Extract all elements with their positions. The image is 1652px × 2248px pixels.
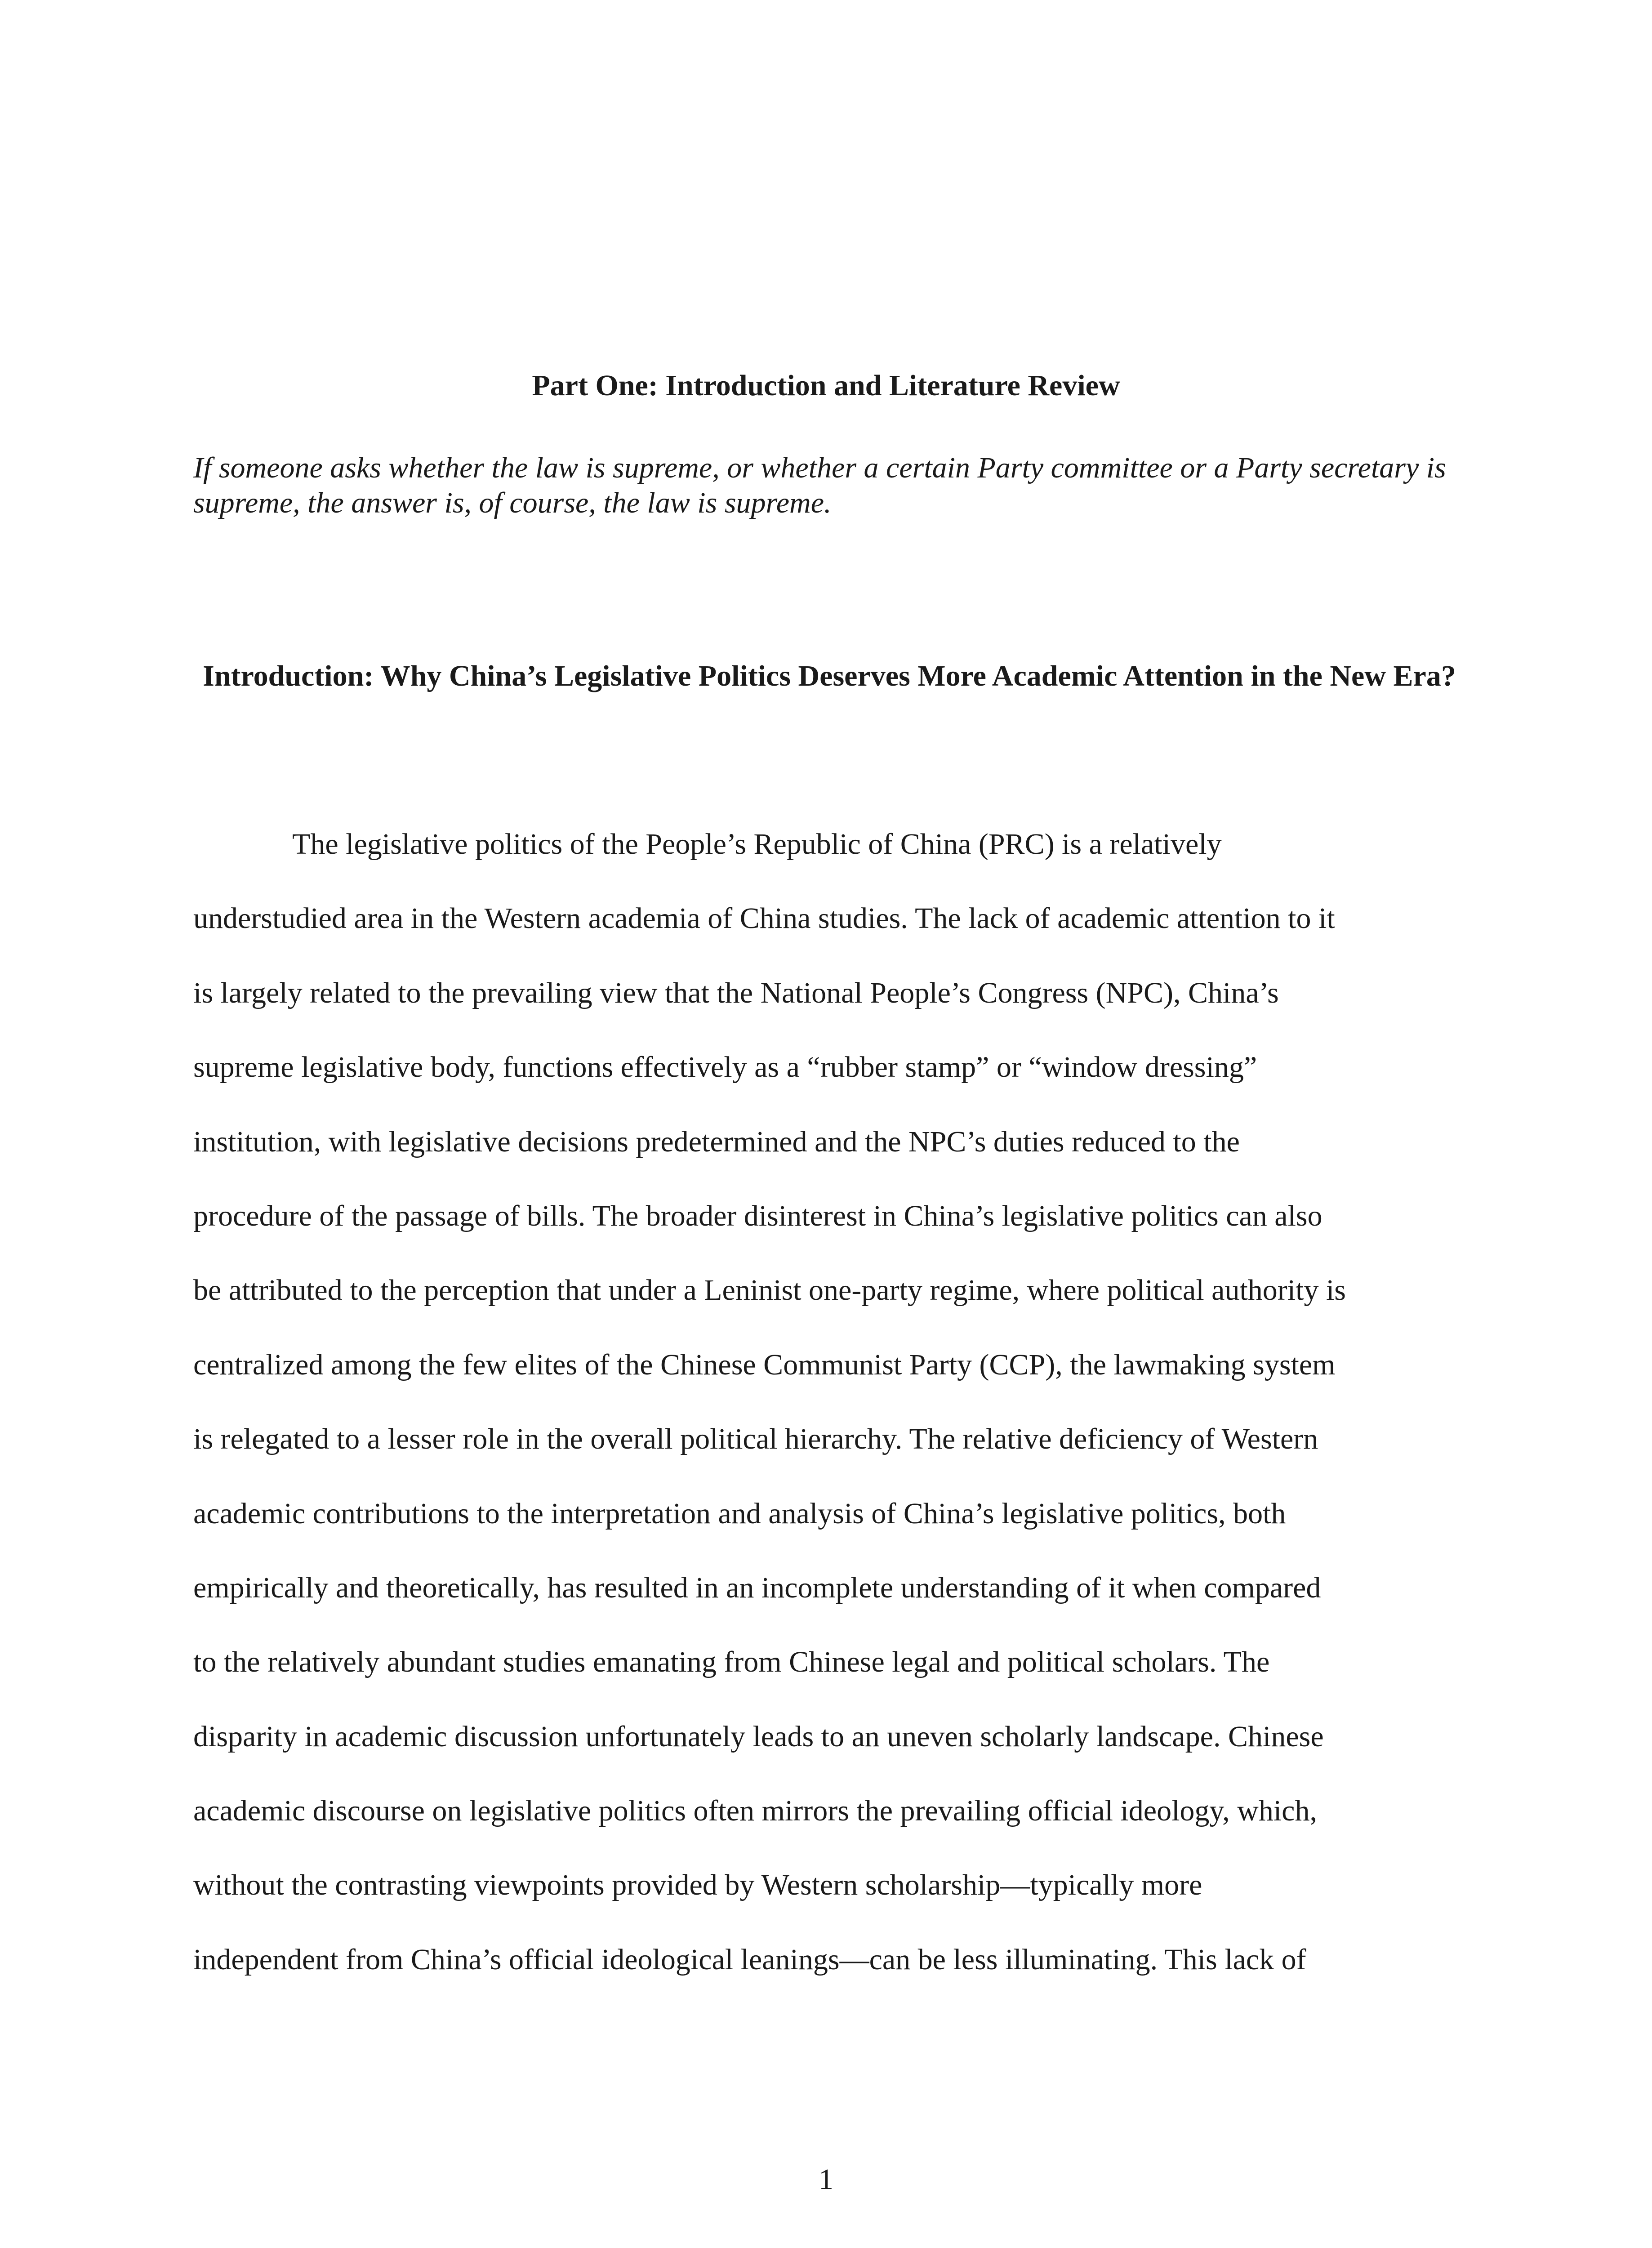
body-line: independent from China’s official ideological leanings—can be less illuminating. This lack of	[193, 1943, 1306, 1976]
body-paragraph	[193, 826, 1465, 2016]
body-line: The legislative politics of the People’s Republic of China (PRC) is a relatively	[292, 828, 1222, 861]
body-line: academic discourse on legislative politics often mirrors the prevailing official ideology, which,	[193, 1794, 1317, 1828]
page-number: 1	[819, 2163, 833, 2196]
body-line: to the relatively abundant studies emanating from Chinese legal and political scholars. The	[193, 1646, 1270, 1679]
body-line: without the contrasting viewpoints provided by Western scholarship—typically more	[193, 1869, 1202, 1902]
body-line: be attributed to the perception that under a Leninist one-party regime, where political authority is	[193, 1274, 1346, 1307]
body-line: disparity in academic discussion unfortunately leads to an uneven scholarly landscape. Chinese	[193, 1720, 1324, 1753]
epigraph-quote: If someone asks whether the law is supreme, or whether a certain Party committee or a Party secretary is supreme, the answer is, of course, the law is supreme.	[193, 451, 1446, 519]
body-line: supreme legislative body, functions effectively as a “rubber stamp” or “window dressing”	[193, 1051, 1257, 1084]
body-line: understudied area in the Western academia of China studies. The lack of academic attention to it	[193, 902, 1335, 935]
body-line: institution, with legislative decisions predetermined and the NPC’s duties reduced to the	[193, 1125, 1240, 1158]
body-line: empirically and theoretically, has resulted in an incomplete understanding of it when compared	[193, 1571, 1321, 1604]
body-line: centralized among the few elites of the Chinese Communist Party (CCP), the lawmaking system	[193, 1348, 1336, 1381]
introduction-subheading: Introduction: Why China’s Legislative Politics Deserves More Academic Attention in the New Era?	[203, 660, 1456, 692]
body-line: academic contributions to the interpretation and analysis of China’s legislative politics, both	[193, 1497, 1286, 1530]
body-line: is largely related to the prevailing view that the National People’s Congress (NPC), China’s	[193, 976, 1279, 1009]
body-line: procedure of the passage of bills. The broader disinterest in China’s legislative politics can also	[193, 1199, 1322, 1232]
body-line: is relegated to a lesser role in the overall political hierarchy. The relative deficiency of Western	[193, 1423, 1318, 1456]
section-heading: Part One: Introduction and Literature Review	[532, 369, 1120, 402]
